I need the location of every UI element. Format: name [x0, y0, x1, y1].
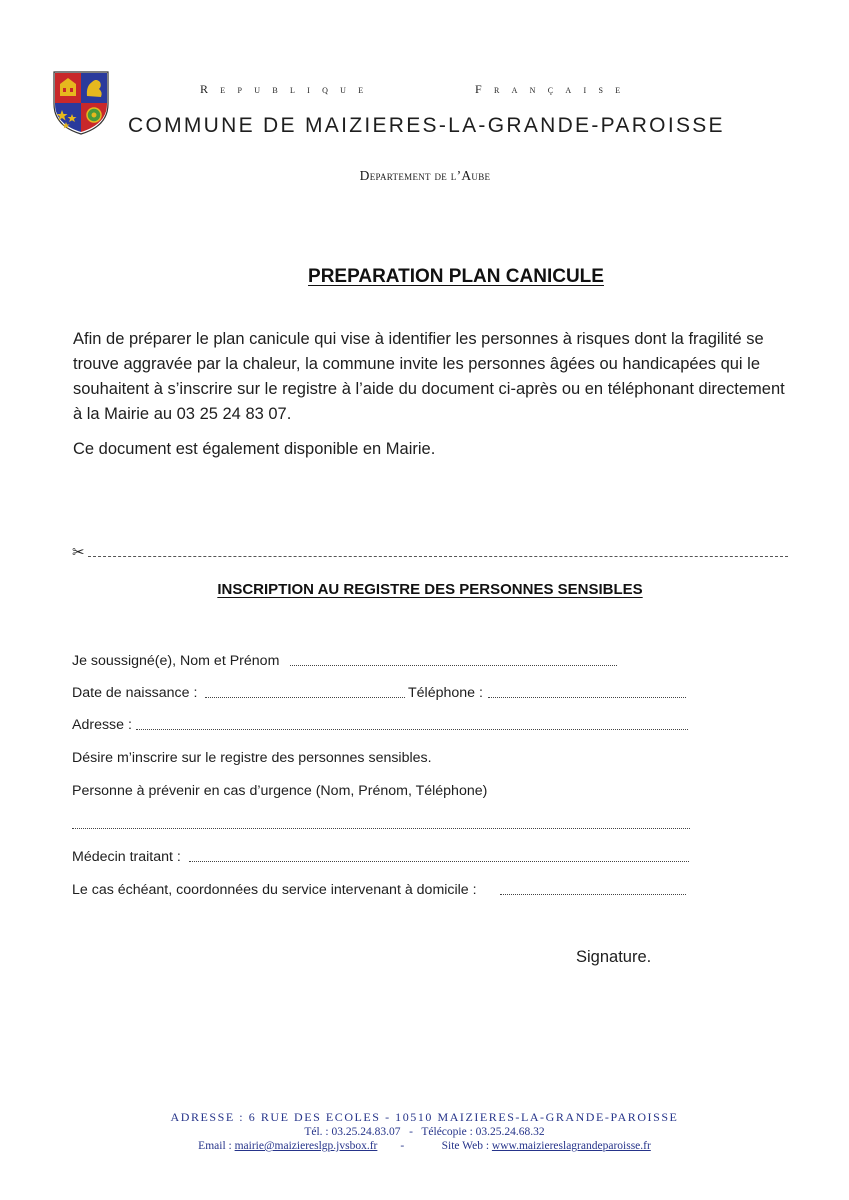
dashed-divider — [88, 556, 788, 557]
email-label: Email : — [198, 1140, 232, 1152]
doctor-field[interactable] — [189, 861, 689, 862]
republique-francaise-heading — [200, 82, 660, 98]
email-link[interactable]: mairie@maiziereslgp.jvsbox.fr — [234, 1140, 378, 1152]
home-service-label: Le cas échéant, coordonnées du service intervenant à domicile : — [72, 882, 477, 898]
cut-line — [72, 543, 788, 563]
emergency-field-row — [72, 813, 692, 835]
website-link[interactable]: www.maiziereslagrandeparoisse.fr — [491, 1140, 651, 1152]
form-title: INSCRIPTION AU REGISTRE DES PERSONNES SENSIBLES — [217, 581, 643, 598]
name-field[interactable] — [290, 665, 617, 666]
birth-date-label: Date de naissance : — [72, 685, 198, 701]
emergency-row — [72, 780, 692, 802]
address-field[interactable] — [136, 729, 688, 730]
footer-fax: Télécopie : 03.25.24.68.32 — [421, 1126, 545, 1138]
commune-name: COMMUNE DE MAIZIERES-LA-GRANDE-PAROISSE — [128, 114, 725, 137]
coat-of-arms-icon — [52, 70, 110, 136]
service-row — [72, 879, 692, 901]
register-row — [72, 747, 692, 769]
emergency-contact-label: Personne à prévenir en cas d’urgence (Nom, Prénom, Téléphone) — [72, 783, 488, 799]
scissors-icon: ✂ — [72, 544, 85, 561]
name-row — [72, 650, 622, 672]
phone-field[interactable] — [488, 697, 686, 698]
birth-date-field[interactable] — [205, 697, 405, 698]
departement-name: Departement de l’Aube — [359, 168, 491, 183]
doctor-label: Médecin traitant : — [72, 849, 181, 865]
francaise-word: Française — [475, 82, 633, 96]
birth-phone-row — [72, 682, 692, 704]
register-statement: Désire m’inscrire sur le registre des personnes sensibles. — [72, 750, 432, 766]
intro-paragraph: Afin de préparer le plan canicule qui vise à identifier les personnes à risques dont la fragilité se trouve aggravée par la chaleur, la commune invite les personnes âgées ou handicapées qui le souhaitent à s’inscrire sur le registre à l’aide du document ci-après ou en téléphonant directement à la Mairie au 03 25 24 83 07. — [73, 330, 785, 423]
footer-separator: - — [409, 1126, 413, 1138]
republique-word: Republique — [200, 82, 376, 96]
footer-address: ADRESSE : 6 RUE DES ECOLES - 10510 MAIZIERES-LA-GRANDE-PAROISSE — [170, 1110, 679, 1124]
footer-separator: - — [400, 1140, 405, 1152]
document-title: PREPARATION PLAN CANICULE — [308, 266, 604, 287]
address-row — [72, 714, 692, 736]
home-service-field[interactable] — [500, 894, 686, 895]
signature-label: Signature. — [576, 948, 652, 966]
footer-contact — [0, 1140, 849, 1152]
address-label: Adresse : — [72, 717, 132, 733]
doctor-row — [72, 846, 692, 868]
footer-tel: Tél. : 03.25.24.83.07 — [304, 1126, 401, 1138]
web-label: Site Web : — [441, 1140, 490, 1152]
footer-phones — [0, 1126, 849, 1138]
name-label: Je soussigné(e), Nom et Prénom — [72, 653, 280, 669]
phone-label: Téléphone : — [408, 685, 483, 701]
emergency-contact-field[interactable] — [72, 828, 690, 829]
availability-note: Ce document est également disponible en Mairie. — [73, 440, 436, 458]
